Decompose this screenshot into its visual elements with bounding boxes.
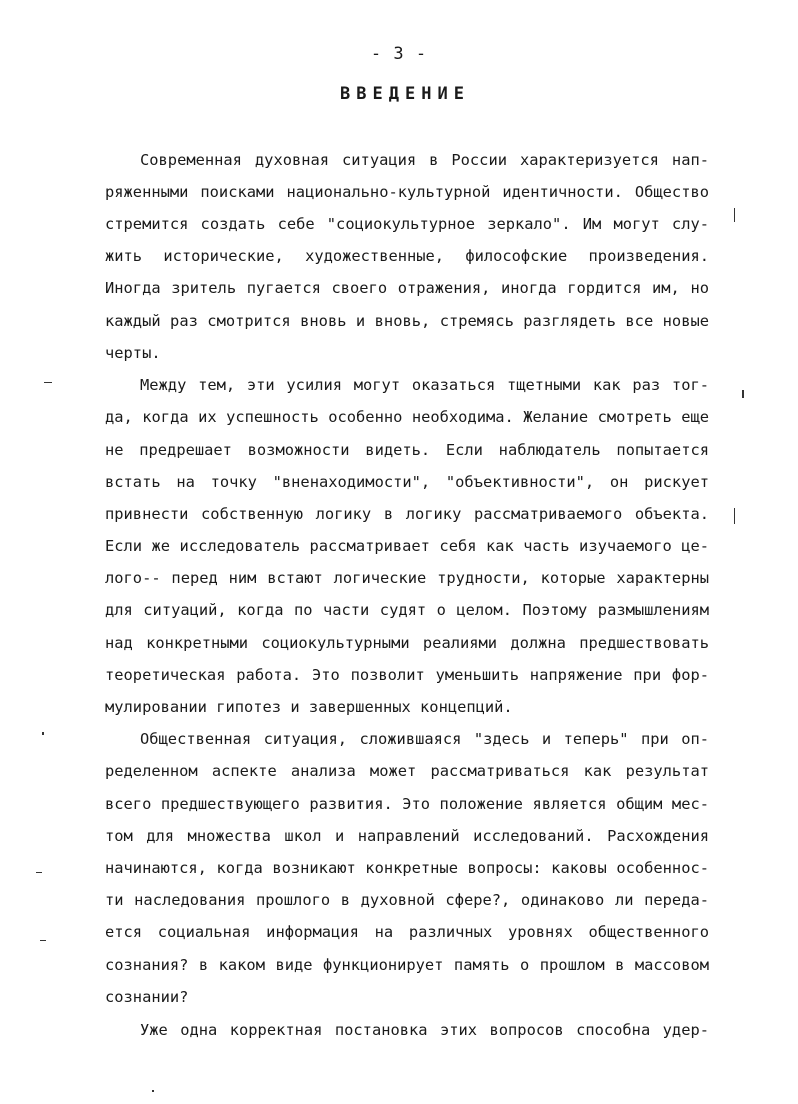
- text-line: Если же исследователь рассматривает себя как часть изучаемого це-: [105, 537, 709, 555]
- scan-speck: [742, 390, 744, 398]
- scan-speck: [152, 1090, 154, 1092]
- text-line: начинаются, когда возникают конкретные вопросы: каковы особеннос-: [105, 859, 709, 877]
- text-line: черты.: [105, 344, 161, 362]
- text-line: лого-- перед ним встают логические трудности, которые характерны: [105, 569, 709, 587]
- text-line: Общественная ситуация, сложившаяся "здесь и теперь" при оп-: [140, 730, 709, 748]
- scan-speck: [40, 940, 46, 941]
- text-line: над конкретными социокультурными реалиями должна предшествовать: [105, 634, 709, 652]
- scan-speck: [734, 208, 735, 222]
- text-line: ется социальная информация на различных уровнях общественного: [105, 923, 709, 941]
- text-line: Уже одна корректная постановка этих вопросов способна удер-: [140, 1021, 709, 1039]
- text-line: жить исторические, художественные, философские произведения.: [105, 247, 709, 265]
- text-line: всего предшествующего развития. Это положение является общим мес-: [105, 795, 709, 813]
- text-line: теоретическая работа. Это позволит уменьшить напряжение при фор-: [105, 666, 709, 684]
- text-line: ти наследования прошлого в духовной сфере?, одинаково ли переда-: [105, 891, 709, 909]
- page-heading: ВВЕДЕНИЕ: [340, 84, 470, 104]
- text-line: том для множества школ и направлений исследований. Расхождения: [105, 827, 709, 845]
- text-line: для ситуаций, когда по части судят о целом. Поэтому размышлениям: [105, 601, 709, 619]
- text-line: ределенном аспекте анализа может рассматриваться как результат: [105, 762, 709, 780]
- text-line: сознании?: [105, 988, 189, 1006]
- scan-speck: [734, 508, 735, 524]
- text-line: Иногда зритель пугается своего отражения, иногда гордится им, но: [105, 279, 709, 297]
- page-number: - 3 -: [370, 44, 428, 64]
- text-line: каждый раз смотрится вновь и вновь, стремясь разглядеть все новые: [105, 312, 709, 330]
- text-line: привнести собственную логику в логику рассматриваемого объекта.: [105, 505, 709, 523]
- text-line: ряженными поисками национально-культурной идентичности. Общество: [105, 183, 709, 201]
- text-line: Современная духовная ситуация в России характеризуется нап-: [140, 151, 709, 169]
- scan-speck: [36, 872, 42, 873]
- text-line: Между тем, эти усилия могут оказаться тщетными как раз тог-: [140, 376, 709, 394]
- text-line: мулировании гипотез и завершенных концепций.: [105, 698, 513, 716]
- text-line: стремится создать себе "социокультурное зеркало". Им могут слу-: [105, 215, 709, 233]
- text-line: встать на точку "вненаходимости", "объективности", он рискует: [105, 473, 709, 491]
- text-line: сознания? в каком виде функционирует память о прошлом в массовом: [105, 956, 709, 974]
- text-line: да, когда их успешность особенно необходима. Желание смотреть еще: [105, 408, 709, 426]
- text-line: не предрешает возможности видеть. Если наблюдатель попытается: [105, 441, 709, 459]
- scan-speck: [42, 732, 44, 735]
- scan-speck: [44, 382, 52, 383]
